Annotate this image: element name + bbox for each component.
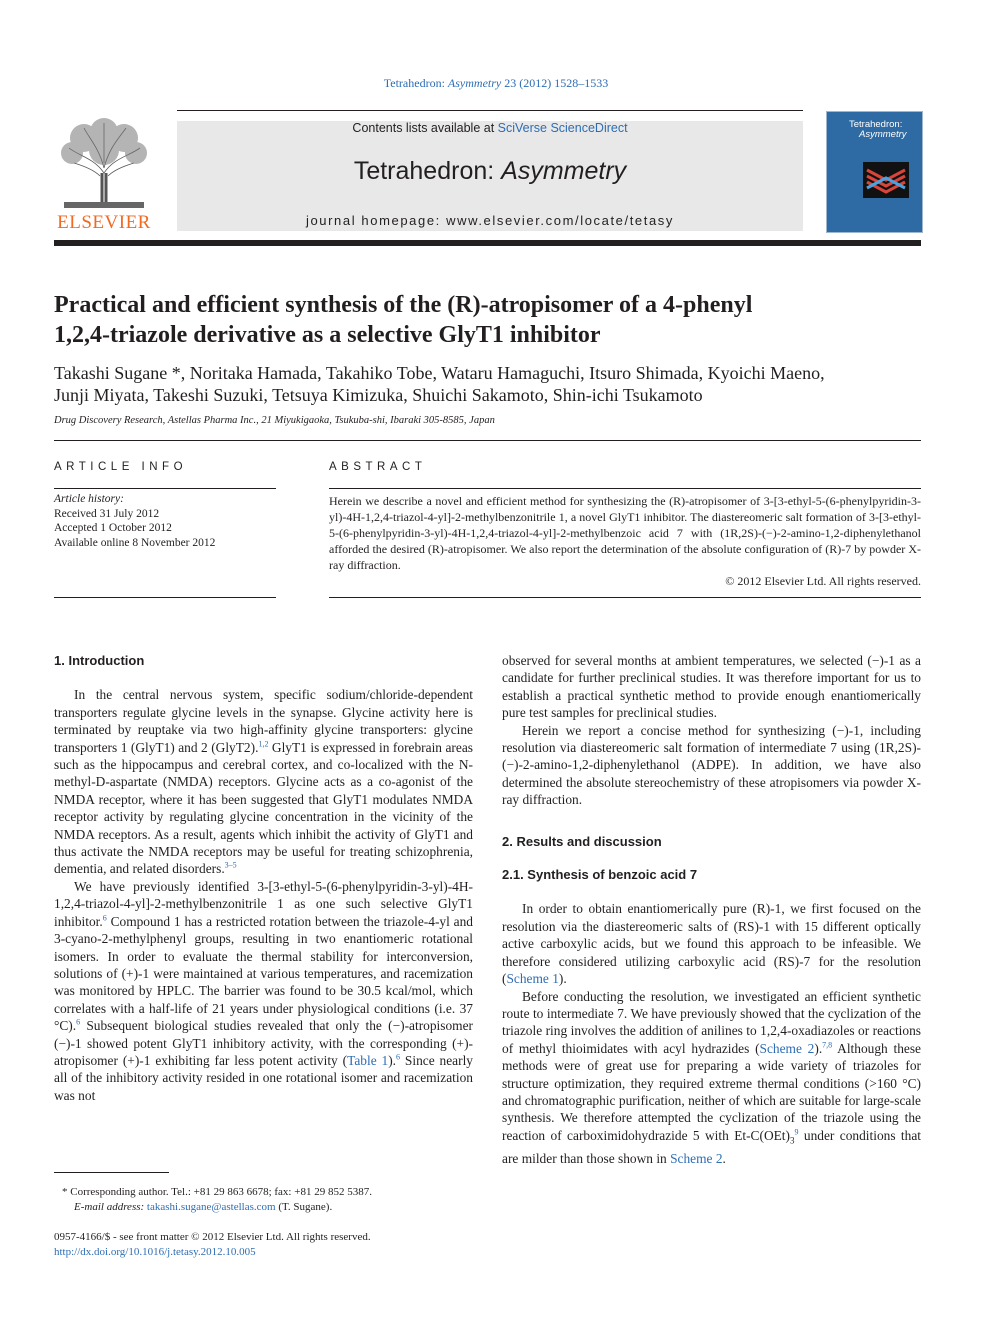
abstract-heading: ABSTRACT xyxy=(329,461,427,473)
affiliation-rule xyxy=(54,440,921,441)
citation[interactable]: 1,2 xyxy=(258,739,269,749)
citation[interactable]: 9 xyxy=(794,1127,799,1137)
article-info-rule xyxy=(54,488,276,489)
footnote-rule xyxy=(54,1172,169,1173)
article-history: Article history: Received 31 July 2012 Accepted 1 October 2012 Available online 8 November 2012 xyxy=(54,493,216,549)
results-paragraph-1: In order to obtain enantiomerically pure (R)-1, we first focused on the resolution via the diastereomeric salts of (RS)-1 with 15 different optically active carboxylic acids, but we found this approach to be infeasible. We therefore considered utilizing carboxylic acid (RS)-7 for the resolution (Scheme 1). xyxy=(502,901,921,987)
email-link[interactable]: takashi.sugane@astellas.com xyxy=(146,1201,276,1213)
author-list: Takashi Sugane *, Noritaka Hamada, Takahiko Tobe, Wataru Hamaguchi, Itsuro Shimada, Kyoichi Maeno, Junji Miyata, Takeshi Suzuki, Tetsuya Kimizuka, Shuichi Sakamoto, Shin-ichi Tsukamoto xyxy=(54,363,825,405)
cover-graphic-icon xyxy=(863,162,909,198)
table-link[interactable]: Table 1 xyxy=(347,1052,389,1068)
article-title: Practical and efficient synthesis of the (R)-atropisomer of a 4-phenyl 1,2,4-triazole derivative as a selective GlyT1 inhibitor xyxy=(54,292,753,348)
section-heading-results: 2. Results and discussion xyxy=(502,833,662,849)
abstract-bottom-rule xyxy=(329,597,921,598)
citation[interactable]: 6 xyxy=(76,1017,81,1027)
body-column-right xyxy=(502,652,921,1167)
homepage-link[interactable]: www.elsevier.com/locate/tetasy xyxy=(446,213,674,228)
scheme-link[interactable]: Scheme 1 xyxy=(506,971,559,987)
citation[interactable]: 7,8 xyxy=(822,1040,833,1050)
header-rule xyxy=(177,110,803,111)
tree-icon xyxy=(54,118,154,210)
journal-cover xyxy=(826,111,923,233)
journal-banner xyxy=(177,121,803,231)
journal-reference[interactable]: Tetrahedron: Asymmetry 23 (2012) 1528–1533 xyxy=(383,76,609,90)
affiliation: Drug Discovery Research, Astellas Pharma Inc., 21 Miyukigaoka, Tsukuba-shi, Ibaraki 305-8585, Japan xyxy=(54,415,495,426)
scheme-link[interactable]: Scheme 2 xyxy=(670,1150,723,1166)
intro-paragraph-4: Herein we report a concise method for synthesizing (−)-1, including resolution via diastereomeric salt formation of intermediate 7 using (1R,2S)-(−)-2-amino-1,2-diphenylethanol (ADPE). In addition, we have also determined the absolute stereochemistry of these atropisomers via powder X-ray diffraction. xyxy=(502,722,921,808)
abstract-body: Herein we describe a novel and efficient method for synthesizing the (R)-atropisomer of 3-[3-ethyl-5-(6-phenylpyridin-3-yl)-4H-1,2,4-triazol-4-yl]-2-methylbenzonitrile 1, a novel GlyT1 inhibitor. The diastereomeric salt formation of 3-[3-ethyl-5-(6-phenylpyridin-3-yl)-4H-1,2,4-triazol-4-yl]-2-methylbenzoic acid 7 with (1R,2S)-(−)-2-amino-1,2-diphenylethanol afforded the desired (R)-atropisomer. We also report the determination of the absolute configuration of (R)-7 by powder X-ray diffraction. © 2012 Elsevier Ltd. All rights reserved. xyxy=(329,494,921,588)
section-heading-introduction: 1. Introduction xyxy=(54,653,145,668)
masthead-rule xyxy=(54,240,921,246)
scheme-link[interactable]: Scheme 2 xyxy=(759,1040,815,1056)
article-info-bottom-rule xyxy=(54,597,276,598)
citation[interactable]: 6 xyxy=(396,1052,401,1062)
body-column-left xyxy=(54,652,473,1104)
subsection-heading-synthesis: 2.1. Synthesis of benzoic acid 7 xyxy=(502,867,698,883)
corresponding-author-note: * Corresponding author. Tel.: +81 29 863 6678; fax: +81 29 852 5387. E-mail address: takashi.sugane@astellas.com (T. Sugane). xyxy=(62,1186,372,1213)
doi-link[interactable]: http://dx.doi.org/10.1016/j.tetasy.2012.10.005 xyxy=(54,1245,256,1258)
front-matter: 0957-4166/$ - see front matter © 2012 Elsevier Ltd. All rights reserved. http://dx.doi.org/10.1016/j.tetasy.2012.10.005 xyxy=(54,1230,474,1259)
elsevier-logo xyxy=(54,118,154,233)
contents-line: Contents lists available at SciVerse ScienceDirect xyxy=(352,121,628,135)
abstract-rule xyxy=(329,488,921,489)
journal-title: Tetrahedron: Asymmetry xyxy=(353,157,627,185)
results-paragraph-2: Before conducting the resolution, we investigated an efficient synthetic route to intermediate 7. We have previously showed that the cyclization of the triazole ring involves the addition of anilines to 1,2,4-oxadiazoles or reactions of methyl thioimidates with acyl hydrazides (Scheme 2).$^{7,8}$ Although these methods were of great use for preparing a wide variety of triazoles for structure optimization, they required extreme thermal conditions (>160 °C) and chromatographic purification, neither of which are suitable for large-scale synthesis. We therefore attempted the cyclization of the triazole using the reaction of carboximidohydrazide 5 with $Et-C(OEt)_3^9$ under conditions that are milder than those shown in Scheme 2. xyxy=(502,988,922,1166)
intro-paragraph-1: In the central nervous system, specific sodium/chloride-dependent transporters regulate glycine levels in the synapse. Glycine activity here is terminated by reuptake via two high-affinity glycine transporters: glycine transporters 1 (GlyT1) and 2 (GlyT2).$^{1,2}$ GlyT1 is expressed in forebrain areas such as the hippocampus and cerebral cortex, and co-localized with the N-methyl-D-aspartate (NMDA) receptors. Glycine acts as a co-agonist of the NMDA receptor, where it has been suggested that GlyT1 modulates NMDA receptor activity by regulating glycine concentration in the vicinity of the NMDA receptors. As a result, agents which inhibit the activity of GlyT1 and thus activate the NMDA receptors may be useful for treating schizophrenia, dementia, and related disorders.$^{3-5}$ xyxy=(54,687,473,877)
cover-title: Tetrahedron: Asymmetry xyxy=(849,119,907,140)
publisher-name: ELSEVIER xyxy=(57,212,151,233)
citation[interactable]: 6 xyxy=(102,913,107,923)
intro-paragraph-3: observed for several months at ambient temperatures, we selected (−)-1 as a candidate for further preclinical studies. It was therefore important for us to establish a practical synthetic method to provide enough enantiomerically pure test samples for preclinical studies. xyxy=(502,653,921,721)
article-info-heading: ARTICLE INFO xyxy=(54,461,188,473)
citation[interactable]: 3–5 xyxy=(224,861,237,870)
intro-paragraph-2: We have previously identified 3-[3-ethyl-5-(6-phenylpyridin-3-yl)-4H-1,2,4-triazol-4-yl]-2-methylbenzonitrile 1 as one such selective GlyT1 inhibitor.$^6$ Compound 1 has a restricted rotation between the triazole-4-yl and 3-cyano-2-methylphenyl groups, resulting in two enantiomeric rotational isomers. In order to evaluate the thermal stability for interconversion, solutions of (+)-1 were maintained at various temperatures, and racemization was monitored by HPLC. The barrier was found to be 30.5 kcal/mol, which correlates with a half-life of 21 years under physiological conditions (i.e. 37 °C).$^6$ Subsequent biological studies revealed that only the (−)-atropisomer (−)-1 showed potent GlyT1 inhibitory activity, with the corresponding (+)-atropisomer (+)-1 exhibiting far less potent activity (Table 1).$^6$ Since nearly all of the inhibitory activity resided in one rotational isomer and racemization was not xyxy=(54,878,473,1103)
journal-homepage: journal homepage: www.elsevier.com/locate/tetasy xyxy=(305,213,674,228)
sciencedirect-link[interactable]: SciVerse ScienceDirect xyxy=(497,121,628,135)
